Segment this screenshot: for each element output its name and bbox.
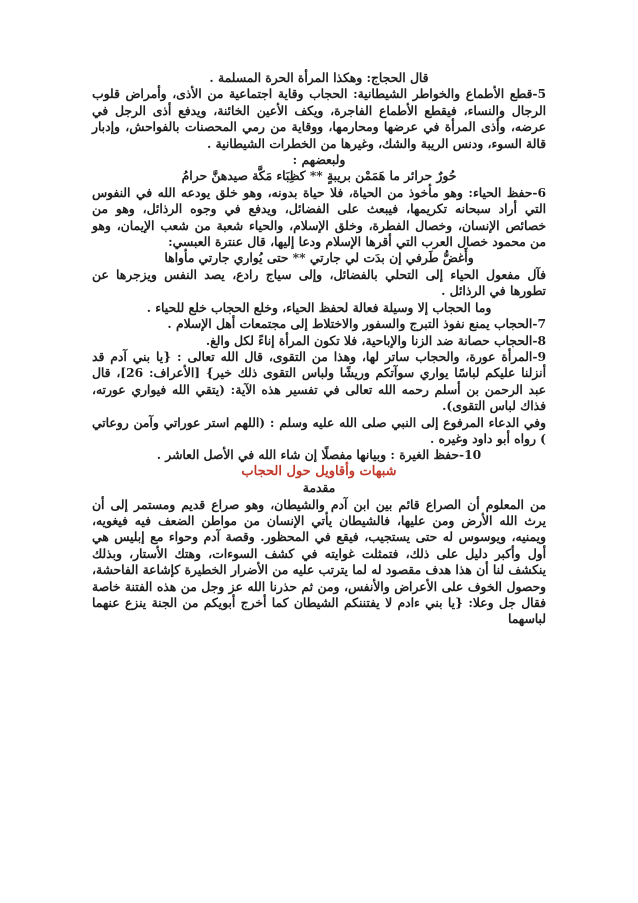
intro-paragraph: من المعلوم أن الصراع قائم بين ابن آدم والشيطان، وهو صراع قديم ومستمر إلى أن يرث الله الأرض ومن عليها، فالشيطان يأتي الإنسان من مواطن الضعف فيه فيغويه، ويمنيه، ويوسوس له حتى يستجيب، فيقع في المحظور. وقصة آدم وحواء مع إبليس هي أول وأكبر دليل على ذلك، فتمثلت غوايته في كشف السوءات، وهتك الأستار، وبذلك ينكشف لنا أن هذا هدف مقصود له لما يترتب عليه من الأضرار الخطيرة كإشاعة الفاحشة، وحصول الخوف على الأعراض والأنفس، ومن ثم حذرنا الله عز وجل من هذه الفتنة خاصة فقال جل وعلا: {يا بني ءادم لا يفتننكم الشيطان كما أخرج أبويكم من الجنة ينزع عنهما لباسهما — [92, 496, 547, 627]
section-title: شبهات وأقاويل حول الحجاب — [241, 463, 397, 479]
point-6: 6-حفظ الحياء: وهو مأخوذ من الحياة، فلا حياة بدونه، وهو خلق يودعه الله في النفوس التي أراد سبحانه تكريمها، فيبعث على الفضائل، ويدفع في وجوه الرذائل، وهو من خصائص الإنسان، وخصال الفطرة، وخلق الإسلام، والحياء شعبة من شعب الإيمان، وهو من محمود خصال العرب التي أقرها الإسلام ودعا إليها، قال عنترة العبسي: — [92, 184, 546, 250]
point-10: 10-حفظ الغيرة : وبيانها مفصلًا إن شاء الله في الأصل العاشر . — [156, 447, 482, 463]
point-6-cont: فآل مفعول الحياء إلى التحلي بالفضائل، وإلى سياج رادع، يصد النفس ويزجرها عن تطورها في الرذائل . — [92, 266, 546, 299]
point-9: 9-المرأة عورة، والحجاب ساتر لها، وهذا من التقوى، قال الله تعالى : {يا بني آدم قد أنزلنا عليكم لباسًا يواري سوآتكم وريشًا ولباس التقوى ذلك خير} [الأعراف: 26]، قال عبد الرحمن بن أسلم رحمه الله تعالى في تفسير هذه الآية: (يتقي الله فيواري عورته، فذاك لباس التقوى). — [92, 348, 546, 414]
paragraph-list — [92, 70, 546, 464]
point-5: 5-قطع الأطماع والخواطر الشيطانية: الحجاب وقاية اجتماعية من الأذى، وأمراض قلوب الرجال والنساء، فيقطع الأطماع الفاجرة، ويكف الأعين الخائنة، ويدفع أذى الرجل في عرضه، وأذى المرأة في عرضها ومحارمها، ووقاية من رمي المحصنات بالفواحش، وإدبار قالة السوء، ودنس الريبة والشك، وغيرها من الخطرات الشيطانية . — [92, 86, 546, 151]
point-7: 7-الحجاب يمنع نفوذ التبرج والسفور والاختلاط إلى مجتمعات أهل الإسلام . — [167, 316, 546, 332]
dua: وفي الدعاء المرفوع إلى النبي صلى الله عليه وسلم : (اللهم استر عوراتي وآمن روعاتي ) رواه أبو داود وغيره . — [92, 414, 546, 446]
point-6-end: وما الحجاب إلا وسيلة فعالة لحفظ الحياء، وخلع الحجاب خلع للحياء . — [146, 299, 492, 315]
some-said: ولبعضهم : — [292, 152, 346, 168]
page-body — [92, 70, 546, 628]
hijab-quote: قال الحجاج: وهكذا المرأة الحرة المسلمة . — [209, 70, 429, 85]
poem-2: وأَغضُّ طَرفي إن بدَت لي جارتي ** حتى يُواري جارتي مأواها — [164, 250, 474, 266]
section-subtitle: مقدمة — [302, 480, 336, 496]
point-8: 8-الحجاب حصانة ضد الزنا والإباحية، فلا تكون المرأة إناءً لكل والغ. — [205, 332, 546, 348]
poem-1: حُورٌ حرائر ما هَمَمْن بريبةٍ ** كظِبَاء مَكَّة صيدهنَّ حرامُ — [181, 168, 457, 184]
